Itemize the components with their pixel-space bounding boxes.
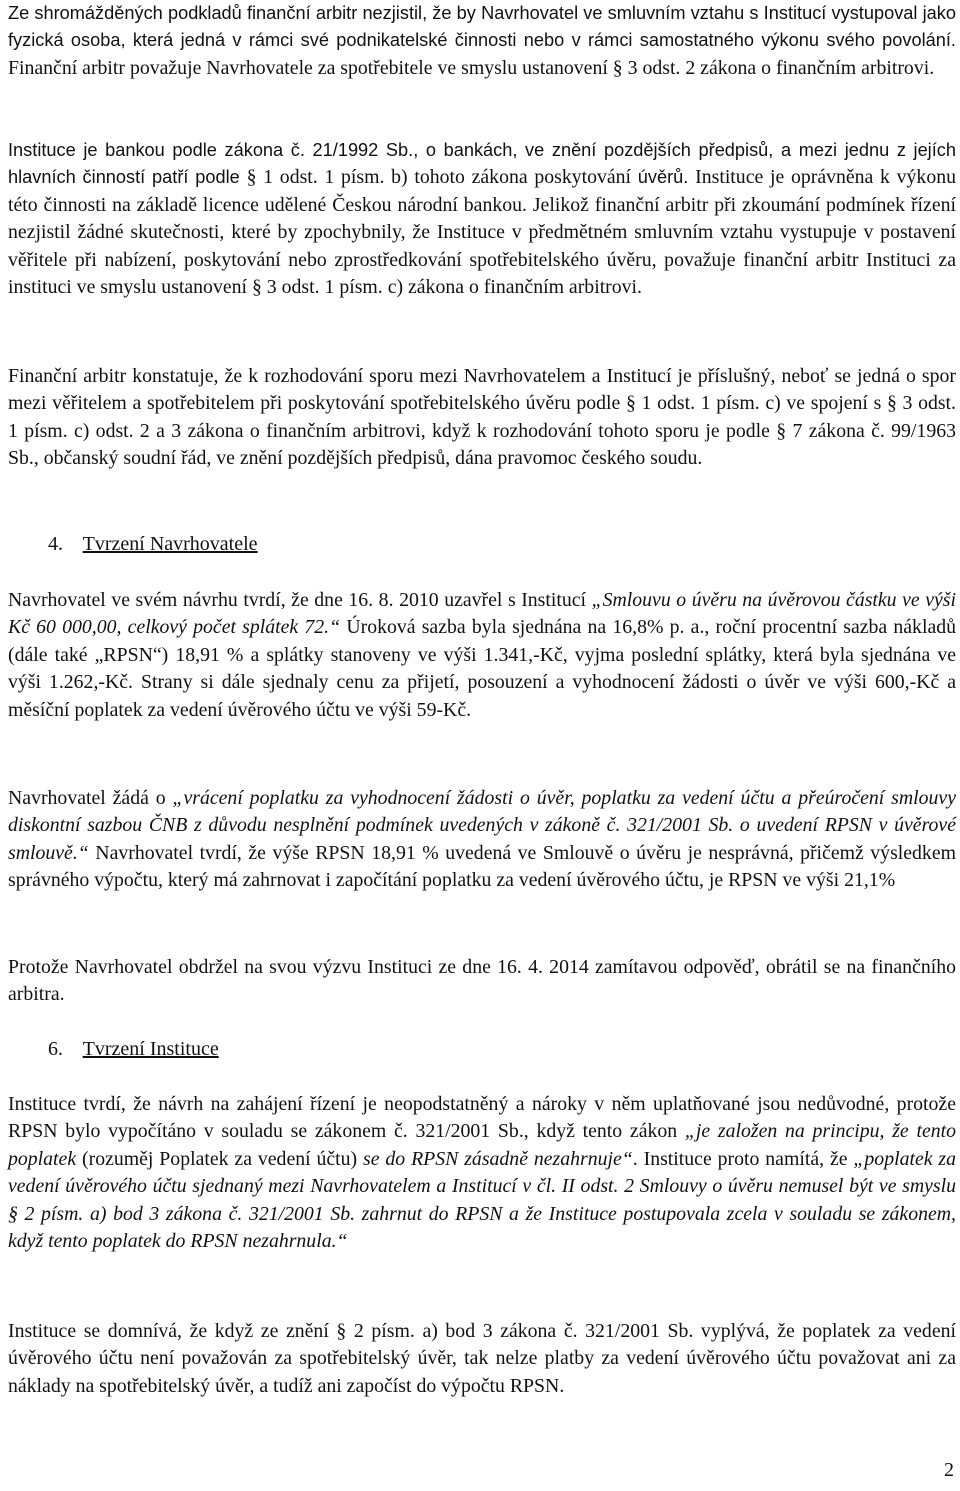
paragraph-loan-contract: [8, 587, 956, 724]
text-run: se do RPSN zásadně nezahrnuje“: [363, 1147, 633, 1170]
text-run: „poplatek za vedení úvěrového účtu sjednaný mezi Navrhovatelem a Institucí v čl. II odst. 2 Smlouvy o úvěru nemusel být ve smyslu § 2 písm. a) bod 3 zákona č. 321/2001 Sb. zahrnut do RPSN a že Instituce postupovala zcela v souladu se zákonem, když tento poplatek do RPSN nezahrnula.“: [8, 1147, 957, 1253]
text-run: Ze shromážděných podkladů finanční arbitr nezjistil, že by Navrhovatel ve smluvním vztahu s Institucí vystupoval jako fyzická osoba, která jedná v rámci své podnikatelské činnosti nebo v rámci samostatného výkonu svého povolání.: [8, 3, 956, 51]
text-run: , o bankách, ve znění pozdějších předpisů, a mezi jednu z jejích hlavních činností patří podle: [8, 140, 956, 188]
text-run: Navrhovatel ve svém návrhu tvrdí, že dne 16. 8. 2010 uzavřel s Institucí: [8, 589, 592, 611]
text-run: Finanční arbitr konstatuje, že k rozhodování sporu mezi Navrhovatelem a Institucí je příslušný, neboť se jedná o spor mezi věřitelem a spotřebitelem při poskytování spotřebitelského úvěru podle § 1 odst. 1 písm. c) ve spojení s § 3 odst. 1 písm. c) odst. 2 a 3 zákona o finančním arbitrovi, když k rozhodování tohoto sporu je podle § 7 zákona č. 99/1963 Sb., občanský soudní řád, ve znění pozdějších předpisů, dána pravomoc českého soudu.: [8, 365, 956, 470]
text-run: (rozuměj Poplatek za vedení účtu): [76, 1147, 364, 1170]
paragraph-refusal: [8, 954, 956, 1009]
text-run: Instituce je bankou podle zákona č. 21/1992 Sb.: [8, 140, 414, 160]
text-run: Úroková sazba byla sjednána na 16,8% p. a., roční procentní sazba nákladů (dále také „RPSN“) 18,91 % a splátky stanoveny ve výši 1.341,-Kč, vyjma poslední splátky, která byla sjednána ve výši 1.262,-Kč. Strany si dále sjednaly cenu za přijetí, posouzení a vyhodnocení žádosti o úvěr ve výši 600,-Kč a měsíční poplatek za vedení úvěrového účtu ve výši 59-Kč.: [8, 616, 957, 721]
text-run: § 1 odst. 1 písm. b) tohoto zákona poskytování: [246, 166, 638, 189]
section-number: 4.: [48, 533, 63, 555]
text-run: . Instituce proto namítá, že: [632, 1147, 854, 1170]
paragraph-jurisdiction: [8, 363, 956, 473]
section-title: Tvrzení Navrhovatele: [82, 533, 258, 555]
page-number: 2: [944, 1459, 954, 1481]
section-number: 6.: [48, 1038, 63, 1060]
section-heading-claimant: [8, 530, 258, 558]
section-title: Tvrzení Instituce: [82, 1038, 219, 1060]
text-run: Instituce tvrdí, že návrh na zahájení řízení je neopodstatněný a nároky v něm uplatňované jsou nedůvodné, protože RPSN bylo vypočítáno v souladu se zákonem č. 321/2001 Sb., když tento zákon: [8, 1093, 956, 1143]
text-run: Navrhovatel žádá o: [8, 787, 173, 809]
text-run: Protože Navrhovatel obdržel na svou výzvu Instituci ze dne 16. 4. 2014 zamítavou odpověď, obrátil se na finančního arbitra.: [8, 956, 956, 1006]
text-run: Instituce je oprávněna k výkonu této činnosti na základě licence udělené Českou národní bankou. Jelikož finanční arbitr při zkoumání podmínek řízení nezjistil žádné skutečnosti, které by zpochybnily, že Instituce v předmětném smluvním vztahu vystupuje v postavení věřitele při nabízení, poskytování nebo zprostředkování spotřebitelského úvěru, považuje finanční arbitr Instituci za instituci ve smyslu ustanovení § 3 odst. 1 písm. c) zákona o finančním arbitrovi.: [8, 166, 956, 299]
paragraph-consumer-status: [8, 0, 956, 82]
section-heading-institution: [8, 1035, 219, 1063]
paragraph-institution-opinion: [8, 1318, 956, 1400]
text-run: Finanční arbitr považuje Navrhovatele za spotřebitele ve smyslu ustanovení § 3 odst. 2 zákona o finančním arbitrovi.: [8, 56, 935, 79]
text-run: Navrhovatel tvrdí, že výše RPSN 18,91 % uvedená ve Smlouvě o úvěru je nesprávná, přičemž výsledkem správného výpočtu, který má zahrnovat i započítání poplatku za vedení úvěrového účtu, je RPSN ve výši 21,1%: [8, 841, 956, 892]
text-run: „vrácení poplatku za vyhodnocení žádosti o úvěr, poplatku za vedení účtu a přeúročení smlouvy diskontní sazbou ČNB z důvodu nesplnění podmínek uvedených v zákoně č. 321/2001 Sb. o uvedení RPSN v úvěrové smlouvě.“: [8, 787, 956, 864]
text-run: úvěrů.: [637, 167, 696, 188]
paragraph-institution-claim: [8, 1091, 956, 1255]
paragraph-institution-bank: [8, 137, 956, 301]
text-run: „je založen na principu, že tento poplatek: [8, 1120, 956, 1170]
text-run: Instituce se domnívá, že když ze znění § 2 písm. a) bod 3 zákona č. 321/2001 Sb. vyplývá, že poplatek za vedení úvěrového účtu není považován za spotřebitelský úvěr, tak nelze platby za vedení úvěrového účtu považovat ani za náklady na spotřebitelský úvěr, a tudíž ani započíst do výpočtu RPSN.: [8, 1320, 956, 1397]
paragraph-claim-request: [8, 785, 956, 895]
text-run: „Smlouvu o úvěru na úvěrovou částku ve výši Kč 60 000,00, celkový počet splátek 72.“: [8, 589, 956, 639]
